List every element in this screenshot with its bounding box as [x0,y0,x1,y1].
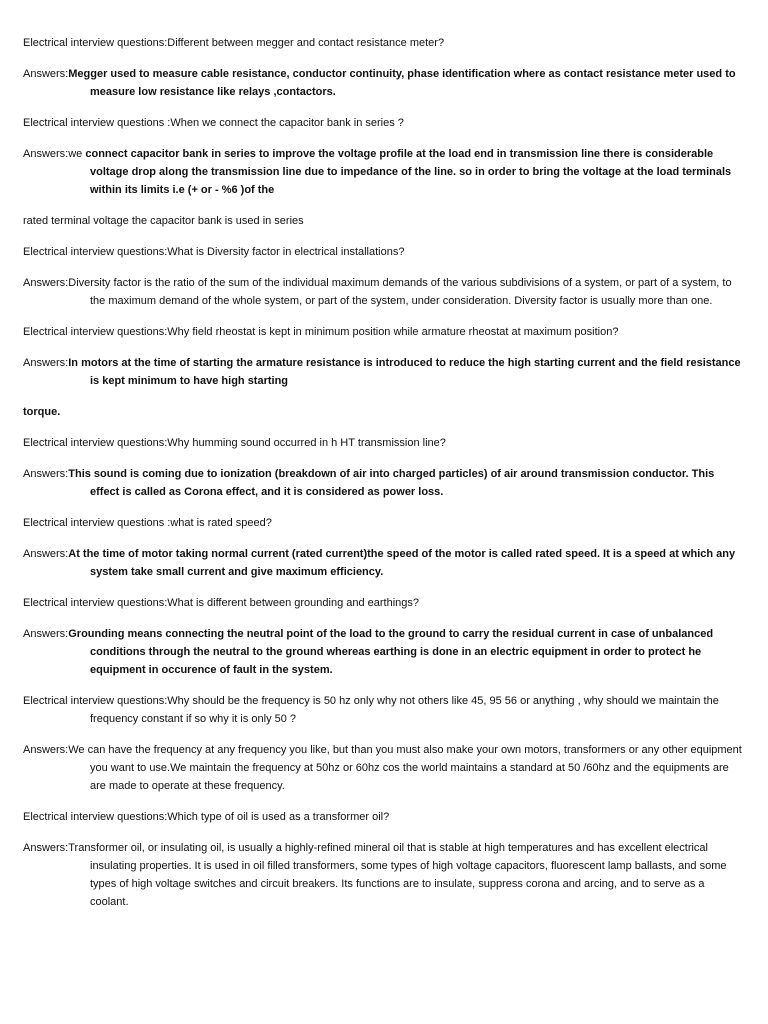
answer-continuation: torque. [23,406,61,418]
answer-text [23,839,745,911]
answer-prefix: Answers: [23,357,69,369]
answer-body: In motors at the time of starting the armature resistance is introduced to reduce the high starting current and the field resistance is kept minimum to have high starting [68,357,741,387]
answer-text [23,354,745,390]
answer-prefix: Answers: [23,628,69,640]
answer-body: This sound is coming due to ionization (breakdown of air into charged particles) of air around transmission conductor. This effect is called as Corona effect, and it is considered as power loss. [68,468,715,498]
answer-text [23,741,745,795]
answer-text [23,145,745,199]
question-text: Electrical interview questions:Different between megger and contact resistance meter? [23,37,445,49]
answer-prefix: Answers: [23,68,69,80]
answer-prefix: Answers: [23,468,69,480]
answer-continuation: rated terminal voltage the capacitor bank is used in series [23,215,304,227]
answer-body: Megger used to measure cable resistance, conductor continuity, phase identification where as contact resistance meter used to measure low resistance like relays ,contactors. [68,68,736,98]
question-text: Electrical interview questions:Why should be the frequency is 50 hz only why not others like 45, 95 56 or anything , why should we maintain the frequency constant if so why it is only 50 ? [23,695,719,725]
question-text: Electrical interview questions:Why field rheostat is kept in minimum position while armature rheostat at maximum position? [23,326,619,338]
question-text: Electrical interview questions:Why humming sound occurred in h HT transmission line? [23,437,446,449]
answer-prefix: Answers: [23,548,69,560]
document-page [23,34,745,924]
question-text: Electrical interview questions :what is rated speed? [23,517,272,529]
question-text: Electrical interview questions:What is Diversity factor in electrical installations? [23,246,405,258]
answer-body: connect capacitor bank in series to improve the voltage profile at the load end in transmission line there is considerable voltage drop along the transmission line due to impedance of the line. so in order to bring the voltage at the load terminals within its limits i.e (+ or - %6 )of the [85,148,732,196]
answer-prefix: Answers:we [23,148,86,160]
answer-body: Diversity factor is the ratio of the sum of the individual maximum demands of the various subdivisions of a system, or part of a system, to the maximum demand of the whole system, or part of the system, under consideration. Diversity factor is usually more than one. [68,277,732,307]
answer-text [23,274,745,310]
answer-body: At the time of motor taking normal current (rated current)the speed of the motor is called rated speed. It is a speed at which any system take small current and give maximum efficiency. [68,548,736,578]
answer-prefix: Answers: [23,842,69,854]
answer-body: Transformer oil, or insulating oil, is usually a highly-refined mineral oil that is stable at high temperatures and has excellent electrical insulating properties. It is used in oil filled transformers, some types of high voltage capacitors, fluorescent lamp ballasts, and some types of high voltage switches and circuit breakers. Its functions are to insulate, suppress corona and arcing, and to serve as a coolant. [68,842,727,908]
question-text: Electrical interview questions:What is different between grounding and earthings? [23,597,420,609]
answer-body: We can have the frequency at any frequency you like, but than you must also make your own motors, transformers or any other equipment you want to use.We maintain the frequency at 50hz or 60hz cos the world maintains a standard at 50 /60hz and the equipments are are made to operate at these frequency. [68,744,742,792]
answer-prefix: Answers: [23,744,69,756]
answer-prefix: Answers: [23,277,69,289]
question-text: Electrical interview questions:Which type of oil is used as a transformer oil? [23,811,390,823]
answer-text [23,545,745,581]
answer-text [23,625,745,679]
question-text: Electrical interview questions :When we connect the capacitor bank in series ? [23,117,404,129]
answer-text [23,65,745,101]
answer-body: Grounding means connecting the neutral point of the load to the ground to carry the residual current in case of unbalanced conditions through the neutral to the ground whereas earthing is done in an electric equipment in order to protect he equipment in occurence of fault in the system. [68,628,714,676]
answer-text [23,465,745,501]
